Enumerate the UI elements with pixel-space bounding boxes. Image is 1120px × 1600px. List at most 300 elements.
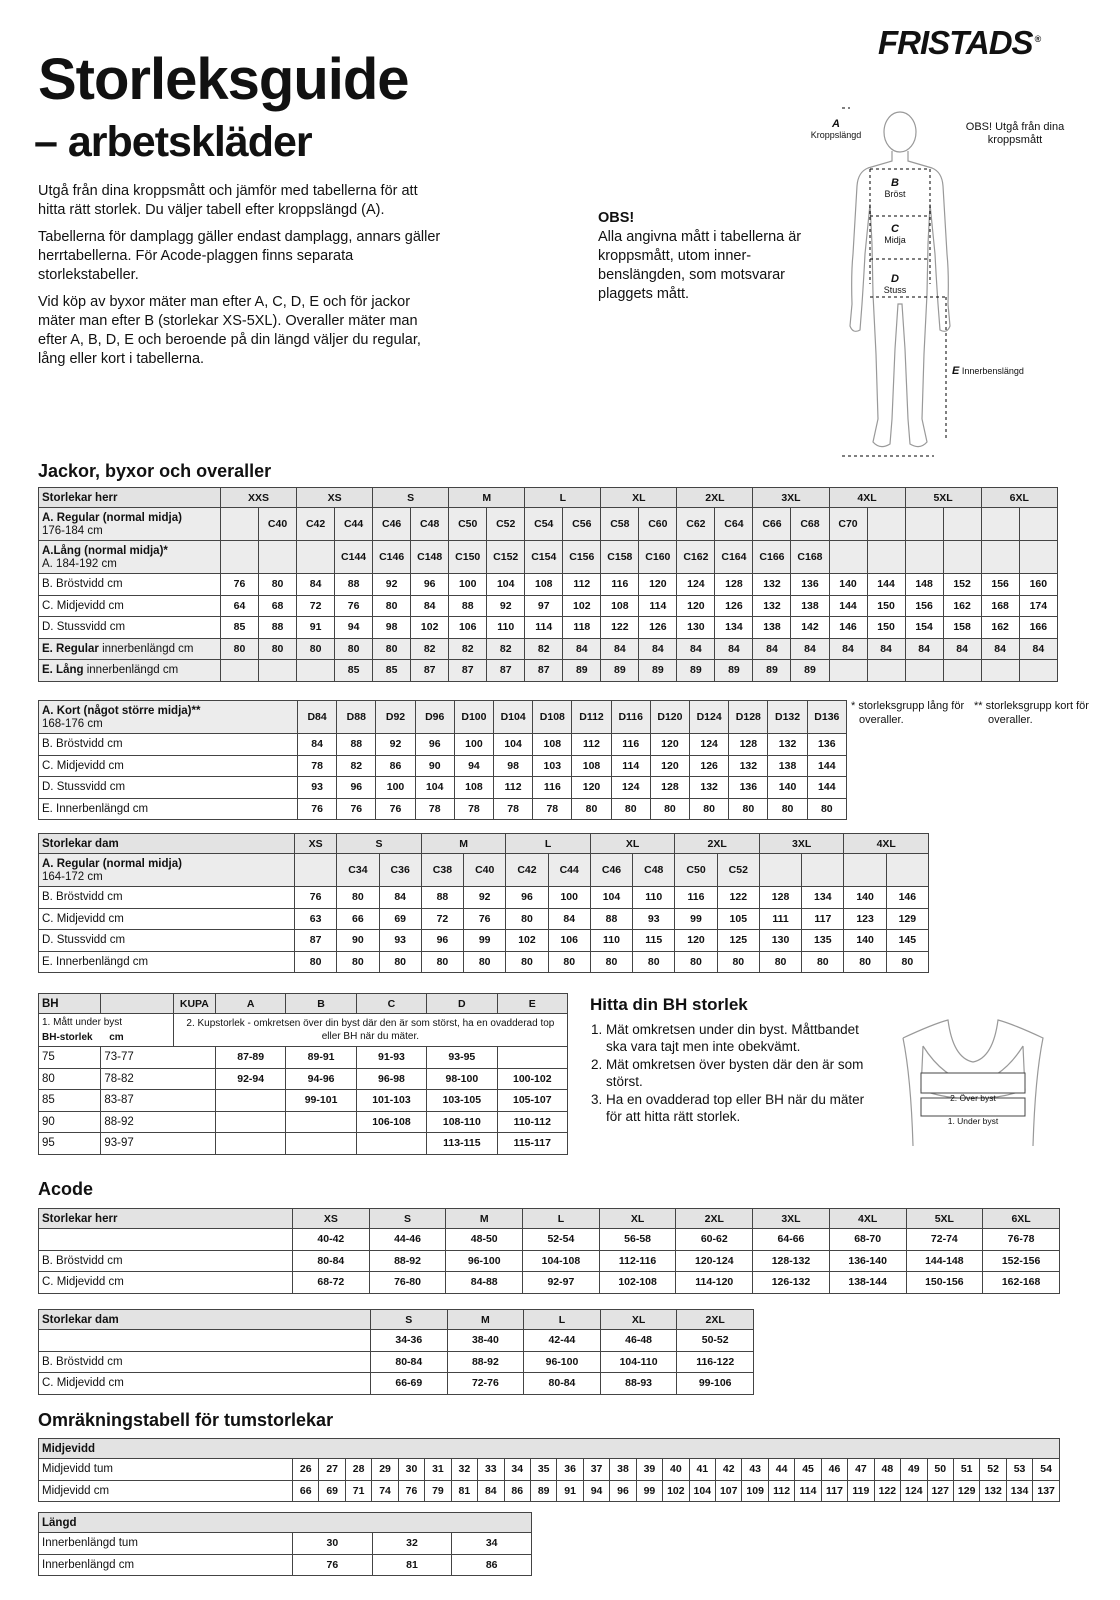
table-cell: 80-84 <box>371 1351 448 1373</box>
table-cell: 88 <box>449 595 487 617</box>
table-cell: 88 <box>335 574 373 596</box>
table-cell: 104 <box>590 887 632 909</box>
cup-header: B <box>286 994 356 1014</box>
table-cell: 130 <box>677 617 715 639</box>
row-label: B. Bröstvidd cm <box>39 1250 293 1272</box>
table-cell: 84 <box>297 574 335 596</box>
table-cell: 76 <box>293 1554 373 1576</box>
table-cell: C154 <box>525 541 563 574</box>
table-cell: C52 <box>487 508 525 541</box>
table-cell: 94 <box>335 617 373 639</box>
table-cell <box>759 854 801 887</box>
row-label: C. Midjevidd cm <box>39 908 295 930</box>
table-cell: 140 <box>768 777 807 799</box>
measure-a-label: A Kroppslängd <box>810 118 862 140</box>
range-row <box>39 1229 1060 1251</box>
cup-value: 108-110 <box>427 1111 497 1133</box>
table-cell <box>1019 541 1057 574</box>
table-cell: 80 <box>886 951 928 973</box>
size-code: D136 <box>807 701 846 734</box>
cup-value: 96-98 <box>356 1068 426 1090</box>
size-header: 5XL <box>906 1209 983 1229</box>
size-range: 46-48 <box>600 1330 677 1352</box>
bh-size: 90 <box>39 1111 101 1133</box>
table-cell: 92 <box>487 595 525 617</box>
table-cell: 100 <box>454 734 493 756</box>
size-row <box>39 734 847 756</box>
table-cell: 63 <box>295 908 337 930</box>
size-row <box>39 755 847 777</box>
table-cell: 120 <box>650 734 689 756</box>
size-header: XL <box>600 1310 677 1330</box>
table-cell: 88 <box>337 734 376 756</box>
table-cell: 124 <box>901 1480 927 1502</box>
table-cell: 80 <box>802 951 844 973</box>
size-header: M <box>447 1310 524 1330</box>
table-cell: 90 <box>415 755 454 777</box>
table-cell: 115 <box>633 930 675 952</box>
table-cell: 92 <box>464 887 506 909</box>
bh-row <box>39 1047 568 1069</box>
table-cell: 108 <box>572 755 611 777</box>
row-label: E. Innerbenlängd cm <box>39 798 298 820</box>
measure-e-label: E Innerbenslängd <box>952 365 1024 377</box>
table-cell: 112 <box>563 574 601 596</box>
row-label: D. Stussvidd cm <box>39 617 221 639</box>
table-cell: 146 <box>886 887 928 909</box>
note-kort: ** storleksgrupp kort för overaller. <box>974 700 1089 726</box>
brand-logo: FRISTADS ® <box>878 24 1041 61</box>
intro-text <box>38 182 448 377</box>
table-cell: 104-110 <box>600 1351 677 1373</box>
table-cell: 105 <box>717 908 759 930</box>
table-cell: 100 <box>449 574 487 596</box>
table-cell: 52 <box>980 1459 1006 1481</box>
obs-note <box>598 209 838 304</box>
table-cell <box>802 854 844 887</box>
table-cell: 144 <box>807 755 846 777</box>
table-cell: C42 <box>297 508 335 541</box>
bh-cm-range: 93-97 <box>101 1133 216 1155</box>
size-code: D116 <box>611 701 650 734</box>
size-range: 34-36 <box>371 1330 448 1352</box>
bh-row <box>39 1111 568 1133</box>
size-range: 52-54 <box>523 1229 600 1251</box>
size-row <box>39 777 847 799</box>
table-cell: 100 <box>376 777 415 799</box>
table-cell: 81 <box>372 1554 452 1576</box>
table-cell: 92 <box>376 734 415 756</box>
table-cell: C64 <box>715 508 753 541</box>
row-label-sub: 176-184 cm <box>42 524 103 537</box>
size-header: 2XL <box>677 1310 754 1330</box>
table-cell: 80 <box>259 638 297 660</box>
table-cell: C52 <box>717 854 759 887</box>
table-cell <box>829 660 867 682</box>
table-cell: 85 <box>373 660 411 682</box>
note-lang: * storleksgrupp lång för overaller. <box>851 700 965 726</box>
cup-value: 93-95 <box>427 1047 497 1069</box>
row-label: E. Innerbenlängd cm <box>39 951 295 973</box>
bh-size: 80 <box>39 1068 101 1090</box>
table-cell: 116-122 <box>677 1351 754 1373</box>
bh-guide-title: Hitta din BH storlek <box>590 995 748 1014</box>
table-cell: 100 <box>548 887 590 909</box>
table-cell: 38 <box>610 1459 636 1481</box>
size-header: 6XL <box>983 1209 1060 1229</box>
row-label: B. Bröstvidd cm <box>39 887 295 909</box>
table-cell: 156 <box>981 574 1019 596</box>
size-header: S <box>371 1310 448 1330</box>
size-group-header: 3XL <box>753 488 829 508</box>
table-cell: 88-92 <box>447 1351 524 1373</box>
table-cell: C62 <box>677 508 715 541</box>
table-cell <box>297 660 335 682</box>
table-cell: 78 <box>494 798 533 820</box>
table-cell: 89 <box>677 660 715 682</box>
table-cell: C58 <box>601 508 639 541</box>
row-label-sub: A. 184-192 cm <box>42 557 117 570</box>
table-cell: 132 <box>768 734 807 756</box>
table-cell: 145 <box>886 930 928 952</box>
dam-header-row <box>39 834 929 854</box>
table-cell: 66-69 <box>371 1373 448 1395</box>
row-label: C. Midjevidd cm <box>39 1373 371 1395</box>
row-label: B. Bröstvidd cm <box>39 574 221 596</box>
table-cell: 82 <box>525 638 563 660</box>
herr-header-row <box>39 488 1058 508</box>
bh-header-kupa: KUPA <box>173 994 215 1014</box>
size-header: L <box>523 1209 600 1229</box>
table-cell: 34 <box>504 1459 530 1481</box>
table-cell <box>221 508 259 541</box>
cup-value: 105-107 <box>497 1090 567 1112</box>
table-cell: 84 <box>379 887 421 909</box>
table-cell: 78 <box>533 798 572 820</box>
table-cell: 84 <box>753 638 791 660</box>
table-cell: 132 <box>690 777 729 799</box>
cup-value: 92-94 <box>215 1068 285 1090</box>
table-cell: 112 <box>572 734 611 756</box>
table-cell: 134 <box>715 617 753 639</box>
bh-cm-range: 83-87 <box>101 1090 216 1112</box>
table-cell: 126 <box>690 755 729 777</box>
intro-paragraph: Tabellerna för damplagg gäller endast damplagg, annars gäller herrtabellerna. För Acode-plaggen finns separata storlekstabeller. <box>38 229 441 283</box>
table-cell: 108 <box>601 595 639 617</box>
table-cell: 76 <box>298 798 337 820</box>
table-cell: 49 <box>901 1459 927 1481</box>
table-cell: 66 <box>337 908 379 930</box>
cup-value: 89-91 <box>286 1047 356 1069</box>
table-cell: 90 <box>337 930 379 952</box>
table-cell: 80 <box>337 887 379 909</box>
table-cell: 135 <box>802 930 844 952</box>
table-cell: 109 <box>742 1480 768 1502</box>
cup-value <box>286 1111 356 1133</box>
section-title-acode: Acode <box>38 1179 94 1199</box>
table-cell: 104 <box>494 734 533 756</box>
table-cell: 119 <box>848 1480 874 1502</box>
table-cell: 72-76 <box>447 1373 524 1395</box>
table-cell <box>943 508 981 541</box>
table-cell: 96-100 <box>524 1351 601 1373</box>
bh-steps <box>590 1021 880 1126</box>
size-row <box>39 574 1058 596</box>
table-cell: 132 <box>729 755 768 777</box>
table-cell: 114-120 <box>676 1272 753 1294</box>
table-cell <box>905 508 943 541</box>
table-cell: 104-108 <box>523 1250 600 1272</box>
table-cell: 35 <box>530 1459 556 1481</box>
table-cell: 31 <box>425 1459 451 1481</box>
bh-size: 75 <box>39 1047 101 1069</box>
table-cell: 88 <box>590 908 632 930</box>
size-code: D88 <box>337 701 376 734</box>
size-range: 44-46 <box>369 1229 446 1251</box>
row-label <box>39 541 221 574</box>
table-cell: 104 <box>415 777 454 799</box>
table-cell: 48 <box>874 1459 900 1481</box>
table-cell: 42 <box>716 1459 742 1481</box>
table-cell: 94 <box>454 755 493 777</box>
table-cell: 84 <box>829 638 867 660</box>
table-cell <box>259 541 297 574</box>
table-cell: 80 <box>221 638 259 660</box>
table-cell: C44 <box>548 854 590 887</box>
row-label: B. Bröstvidd cm <box>39 734 298 756</box>
cup-value <box>356 1133 426 1155</box>
table-cell: C148 <box>411 541 449 574</box>
table-cell: 108 <box>525 574 563 596</box>
table-cell: 114 <box>611 755 650 777</box>
table-cell: 116 <box>611 734 650 756</box>
measure-c-label: C Midja <box>884 223 906 245</box>
size-range: 64-66 <box>753 1229 830 1251</box>
dam-size-table <box>38 833 929 973</box>
size-range: 38-40 <box>447 1330 524 1352</box>
size-header: M <box>446 1209 523 1229</box>
table-cell: 128 <box>715 574 753 596</box>
cup-value: 87-89 <box>215 1047 285 1069</box>
intro-paragraph: Vid köp av byxor mäter man efter A, C, D, E och för jackor mäter man efter B (storlekar XS-5XL). Overaller mäter man efter A, B, D, E och beroende på din längd väljer du regular, lång eller kort i tabellerna. <box>38 294 421 367</box>
cup-value: 98-100 <box>427 1068 497 1090</box>
table-cell: 88-92 <box>369 1250 446 1272</box>
size-code: D120 <box>650 701 689 734</box>
table-cell: 126-132 <box>753 1272 830 1294</box>
table-header-label: Längd <box>39 1513 532 1533</box>
table-cell: 80 <box>807 798 846 820</box>
table-cell: 40 <box>663 1459 689 1481</box>
table-cell: 129 <box>886 908 928 930</box>
table-cell: 84 <box>601 638 639 660</box>
table-cell: 93 <box>379 930 421 952</box>
table-cell: 162 <box>943 595 981 617</box>
table-cell: 80 <box>373 638 411 660</box>
table-cell: 126 <box>715 595 753 617</box>
cm-row <box>39 1554 532 1576</box>
size-row <box>39 1272 1060 1294</box>
size-group-header: M <box>449 488 525 508</box>
table-cell <box>886 854 928 887</box>
table-cell: 71 <box>345 1480 371 1502</box>
cup-value <box>215 1090 285 1112</box>
table-cell: 34 <box>452 1533 532 1555</box>
table-cell: 93 <box>633 908 675 930</box>
table-cell: C48 <box>411 508 449 541</box>
table-cell: 102 <box>563 595 601 617</box>
size-group-header: 2XL <box>677 488 753 508</box>
table-cell: 99 <box>675 908 717 930</box>
table-cell: 82 <box>487 638 525 660</box>
size-row <box>39 660 1058 682</box>
table-cell: 80 <box>373 595 411 617</box>
table-cell: 144-148 <box>906 1250 983 1272</box>
table-cell: 106 <box>449 617 487 639</box>
table-cell: 110 <box>590 930 632 952</box>
tum-header-row <box>39 1439 1060 1459</box>
table-cell: 106 <box>548 930 590 952</box>
bh-header-bh: BH <box>39 994 101 1014</box>
row-label <box>39 701 298 734</box>
table-cell: 146 <box>829 617 867 639</box>
size-header: XL <box>599 1209 676 1229</box>
table-cell: 76 <box>295 887 337 909</box>
table-cell: 125 <box>717 930 759 952</box>
table-cell: 150 <box>867 617 905 639</box>
table-cell: 80 <box>297 638 335 660</box>
langd-header-row <box>39 1513 532 1533</box>
cup-header: D <box>427 994 497 1014</box>
row-label: Innerbenlängd tum <box>39 1533 293 1555</box>
table-cell <box>844 854 886 887</box>
table-cell: 80 <box>548 951 590 973</box>
row-label: D. Stussvidd cm <box>39 777 298 799</box>
size-header: 2XL <box>676 1209 753 1229</box>
table-cell: 46 <box>821 1459 847 1481</box>
table-cell: 89 <box>753 660 791 682</box>
kort-header-row <box>39 701 847 734</box>
table-cell: 124 <box>611 777 650 799</box>
table-cell <box>981 660 1019 682</box>
table-cell: 80 <box>675 951 717 973</box>
size-range: 48-50 <box>446 1229 523 1251</box>
size-range: 42-44 <box>524 1330 601 1352</box>
table-cell: 158 <box>943 617 981 639</box>
table-cell: 96 <box>411 574 449 596</box>
table-cell: 120 <box>675 930 717 952</box>
row-label <box>39 1229 293 1251</box>
table-cell: 136 <box>729 777 768 799</box>
table-cell: 132 <box>753 595 791 617</box>
table-cell: 80 <box>690 798 729 820</box>
size-row <box>39 908 929 930</box>
table-cell: 156 <box>905 595 943 617</box>
table-cell: 112 <box>768 1480 794 1502</box>
table-cell: 138 <box>768 755 807 777</box>
table-cell: C144 <box>335 541 373 574</box>
table-cell: 84 <box>298 734 337 756</box>
table-cell: 102 <box>411 617 449 639</box>
size-code: D84 <box>298 701 337 734</box>
table-cell: 84 <box>639 638 677 660</box>
range-row <box>39 1330 754 1352</box>
size-range: 76-78 <box>983 1229 1060 1251</box>
size-header: 4XL <box>829 1209 906 1229</box>
over-byst-label: 2. Över byst <box>950 1093 996 1103</box>
table-cell: 84 <box>677 638 715 660</box>
table-cell: C160 <box>639 541 677 574</box>
table-cell: 27 <box>319 1459 345 1481</box>
size-group-header: 4XL <box>844 834 929 854</box>
size-group-header: M <box>421 834 506 854</box>
table-cell: 76 <box>335 595 373 617</box>
table-cell: 96 <box>506 887 548 909</box>
row-label-strong: A. Kort (något större midja)** <box>42 704 201 717</box>
table-cell <box>905 660 943 682</box>
table-header-label: Storlekar herr <box>39 1209 293 1229</box>
table-cell: 114 <box>525 617 563 639</box>
bh-size: 95 <box>39 1133 101 1155</box>
table-cell: 120 <box>677 595 715 617</box>
table-cell: C46 <box>373 508 411 541</box>
table-cell: 136-140 <box>829 1250 906 1272</box>
table-cell: 84 <box>548 908 590 930</box>
cup-value: 99-101 <box>286 1090 356 1112</box>
row-label: C. Midjevidd cm <box>39 1272 293 1294</box>
table-cell: 111 <box>759 908 801 930</box>
row-label-sub: 164-172 cm <box>42 870 103 883</box>
table-cell: 84 <box>715 638 753 660</box>
bra-figure <box>893 1018 1053 1148</box>
bh-size: 85 <box>39 1090 101 1112</box>
dam-header-label: Storlekar dam <box>39 834 295 854</box>
size-code: D112 <box>572 701 611 734</box>
table-cell: 154 <box>905 617 943 639</box>
table-cell: 29 <box>372 1459 398 1481</box>
table-header-label: Storlekar dam <box>39 1310 371 1330</box>
table-cell: C44 <box>335 508 373 541</box>
size-range: 72-74 <box>906 1229 983 1251</box>
table-cell: 110 <box>487 617 525 639</box>
table-cell: C66 <box>753 508 791 541</box>
size-header: S <box>369 1209 446 1229</box>
size-row <box>39 1351 754 1373</box>
kort-size-table <box>38 700 847 820</box>
table-cell: 99-106 <box>677 1373 754 1395</box>
table-cell: C34 <box>337 854 379 887</box>
size-group-header: XL <box>601 488 677 508</box>
row-label: C. Midjevidd cm <box>39 755 298 777</box>
table-cell: 39 <box>636 1459 662 1481</box>
table-cell: 89 <box>563 660 601 682</box>
size-code: D92 <box>376 701 415 734</box>
table-cell: 84 <box>981 638 1019 660</box>
table-cell: 28 <box>345 1459 371 1481</box>
row-label <box>39 1330 371 1352</box>
table-cell: 152 <box>943 574 981 596</box>
row-label-strong: A. Regular (normal midja) <box>42 511 182 524</box>
table-cell: C50 <box>675 854 717 887</box>
size-code: D100 <box>454 701 493 734</box>
acode_dam-header-row <box>39 1310 754 1330</box>
table-cell: 116 <box>601 574 639 596</box>
table-cell: 132 <box>753 574 791 596</box>
row-label: Innerbenlängd cm <box>39 1554 293 1576</box>
table-cell: 80 <box>611 798 650 820</box>
size-row <box>39 595 1058 617</box>
table-cell: 108 <box>533 734 572 756</box>
table-cell: 80 <box>590 951 632 973</box>
